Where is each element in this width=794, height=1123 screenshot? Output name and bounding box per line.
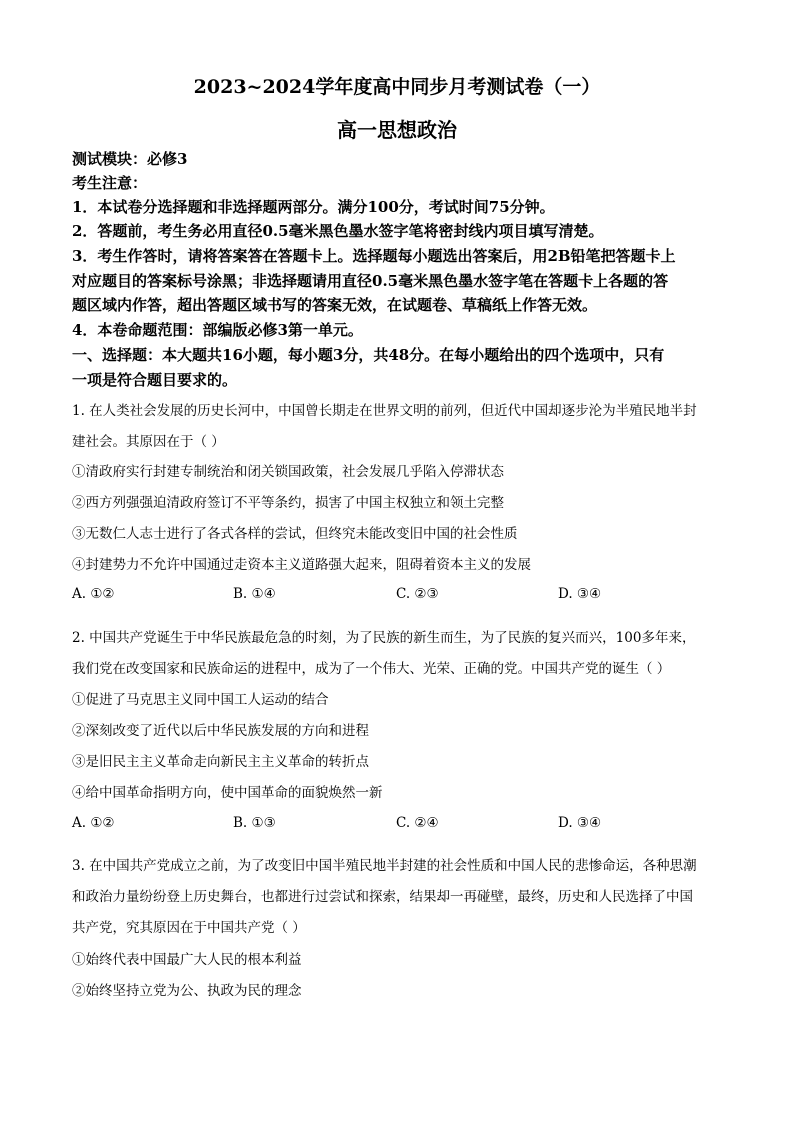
note-line: 1．本试卷分选择题和非选择题两部分。满分100分，考试时间75分钟。	[72, 198, 555, 216]
question-2-stem: 2. 中国共产党诞生于中华民族最危急的时刻，为了民族的新生而生，为了民族的复兴而兴，100多年来，	[72, 630, 696, 646]
question-2-stem: 我们党在改变国家和民族命运的进程中，成为了一个伟大、光荣、正确的党。中国共产党的诞生（ ）	[72, 661, 671, 677]
question-3-stem: 共产党，究其原因在于中国共产党（ ）	[72, 920, 306, 936]
question-2-item: ④给中国革命指明方向，使中国革命的面貌焕然一新	[72, 785, 383, 801]
question-1-choice-c[interactable]: C. ②③	[396, 586, 439, 602]
question-1-choice-a[interactable]: A. ①②	[72, 586, 115, 602]
question-3-stem: 和政治力量纷纷登上历史舞台，也都进行过尝试和探索，结果却一再碰壁，最终，历史和人民选择了中国	[72, 889, 693, 905]
notice-title: 考生注意：	[72, 174, 148, 192]
test-module: 测试模块：必修3	[72, 150, 188, 168]
question-1-stem: 1. 在人类社会发展的历史长河中，中国曾长期走在世界文明的前列，但近代中国却逐步沦为半殖民地半封	[72, 403, 697, 419]
section-heading: 一、选择题：本大题共16小题，每小题3分，共48分。在每小题给出的四个选项中，只有	[72, 346, 665, 364]
question-3-item: ②始终坚持立党为公、执政为民的理念	[72, 983, 302, 999]
question-1-stem: 建社会。其原因在于（ ）	[72, 434, 225, 450]
question-2-choice-c[interactable]: C. ②④	[396, 815, 439, 831]
exam-title: 2023~2024学年度高中同步月考测试卷（一）	[193, 76, 601, 98]
note-line: 3．考生作答时，请将答案答在答题卡上。选择题每小题选出答案后，用2B铅笔把答题卡上	[72, 247, 676, 265]
question-1-item: ②西方列强强迫清政府签订不平等条约，损害了中国主权独立和领土完整	[72, 495, 504, 511]
section-heading: 一项是符合题目要求的。	[72, 371, 238, 389]
question-1-item: ④封建势力不允许中国通过走资本主义道路强大起来，阻碍着资本主义的发展	[72, 557, 531, 573]
question-1-choice-b[interactable]: B. ①④	[233, 586, 276, 602]
note-line: 题区域内作答，超出答题区域书写的答案无效，在试题卷、草稿纸上作答无效。	[72, 296, 598, 314]
question-1-item: ③无数仁人志士进行了各式各样的尝试，但终究未能改变旧中国的社会性质	[72, 526, 518, 542]
question-1-choice-d[interactable]: D. ③④	[558, 586, 602, 602]
question-2-item: ①促进了马克思主义同中国工人运动的结合	[72, 692, 329, 708]
question-3-stem: 3. 在中国共产党成立之前，为了改变旧中国半殖民地半封建的社会性质和中国人民的悲惨命运，各种思潮	[72, 858, 697, 874]
note-line: 2．答题前，考生务必用直径0.5毫米黑色墨水签字笔将密封线内项目填写清楚。	[72, 222, 604, 240]
question-1-item: ①清政府实行封建专制统治和闭关锁国政策，社会发展几乎陷入停滞状态	[72, 464, 504, 480]
question-2-choice-b[interactable]: B. ①③	[233, 815, 276, 831]
note-line: 4．本卷命题范围：部编版必修3第一单元。	[72, 321, 363, 339]
subject-title: 高一思想政治	[337, 118, 457, 142]
note-line: 对应题目的答案标号涂黑；非选择题请用直径0.5毫米黑色墨水签字笔在答题卡上各题的答	[72, 272, 669, 290]
question-2-item: ③是旧民主主义革命走向新民主主义革命的转折点	[72, 754, 369, 770]
question-2-item: ②深刻改变了近代以后中华民族发展的方向和进程	[72, 723, 369, 739]
question-2-choice-a[interactable]: A. ①②	[72, 815, 115, 831]
question-2-choice-d[interactable]: D. ③④	[558, 815, 602, 831]
question-3-item: ①始终代表中国最广大人民的根本利益	[72, 952, 302, 968]
